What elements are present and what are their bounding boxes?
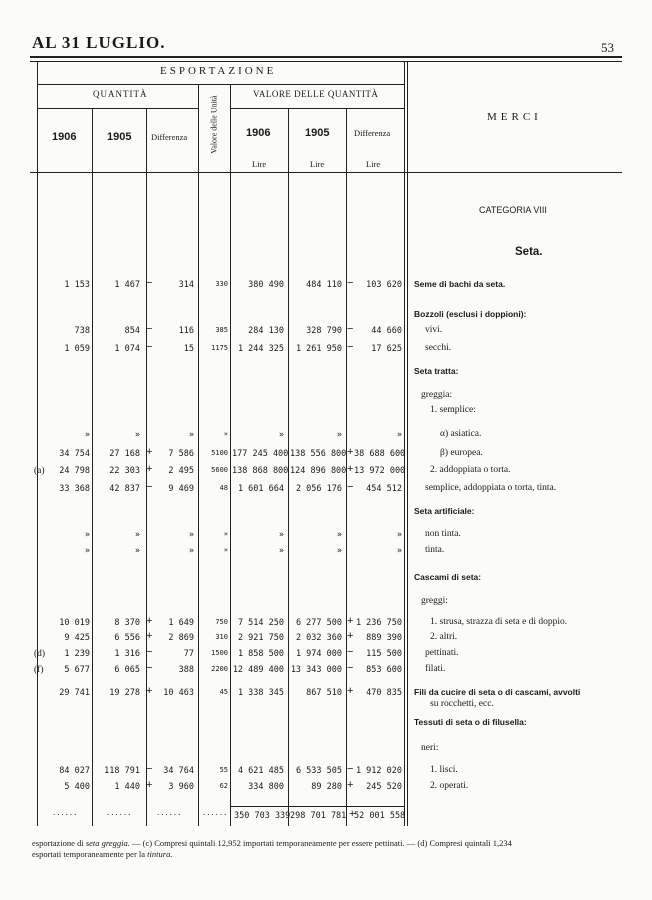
category-title: CATEGORIA VIII xyxy=(479,205,547,215)
rule-sub-2 xyxy=(230,108,404,109)
lire-label-diff: Lire xyxy=(366,159,381,169)
row-valore-unita: 1500 xyxy=(211,649,228,657)
row-q1906: 24 798 xyxy=(59,466,90,476)
rule-vu-right xyxy=(230,84,231,826)
row-vdiff: 115 500 xyxy=(366,649,402,659)
row-qdiff: 10 463 xyxy=(163,688,194,698)
row-qdiff: 3 960 xyxy=(168,782,194,792)
row-valore-unita: » xyxy=(223,546,228,554)
row-qdiff: 116 xyxy=(178,326,194,336)
row-valore-unita: 385 xyxy=(215,326,228,334)
row-valore-unita: 2200 xyxy=(211,665,228,673)
row-vdiff: 889 390 xyxy=(366,633,402,643)
row-v1906: 1 858 500 xyxy=(237,649,284,659)
row-v1905: 124 896 800 xyxy=(290,466,347,476)
footnote-1a: esportazione di xyxy=(32,838,86,848)
row-q1906: » xyxy=(84,530,90,540)
row-v1905: 1 974 000 xyxy=(295,649,342,659)
row-vdiff: 1 912 020 xyxy=(355,766,402,776)
row-v1905: 2 056 176 xyxy=(295,484,342,494)
row-valore-unita: 750 xyxy=(215,618,228,626)
row-q1906: 738 xyxy=(74,326,90,336)
row-v1906: » xyxy=(278,546,284,556)
footnote-1c: — (c) Compresi quintali 12,952 importati temporaneamente per essere pettinati. — (d) Compresi quintali 1,234 xyxy=(129,838,512,848)
row-v1905: 138 556 800 xyxy=(290,449,347,459)
row-q-sign: − xyxy=(146,646,153,658)
row-q1906: » xyxy=(84,546,90,556)
row-vdiff: 38 688 600 xyxy=(354,449,406,459)
row-q1906: » xyxy=(84,430,90,440)
row-qdiff: » xyxy=(188,430,194,440)
esportazione-header: ESPORTAZIONE xyxy=(160,65,277,77)
row-v-sign: − xyxy=(347,662,354,674)
row-v1906: » xyxy=(278,530,284,540)
totals-dots-vu: ...... xyxy=(202,809,228,817)
row-q1905: 42 837 xyxy=(109,484,140,494)
row-valore-unita: 45 xyxy=(219,688,228,696)
valore-unita-header: Valore delle Unità xyxy=(209,95,219,154)
footnote-1b: seta greggia. xyxy=(85,838,130,848)
rule-header-bottom xyxy=(30,172,622,173)
row-q1906: 33 368 xyxy=(59,484,90,494)
row-vdiff: 853 600 xyxy=(366,665,402,675)
row-merce: neri: xyxy=(421,743,439,753)
row-q-sign: − xyxy=(146,481,153,493)
row-valore-unita: 62 xyxy=(219,782,228,790)
totals-rule xyxy=(230,806,404,807)
row-merce: 2. addoppiata o torta. xyxy=(430,465,511,475)
row-qdiff: 77 xyxy=(183,649,194,659)
row-q-sign: + xyxy=(146,779,153,791)
row-v1906: 380 490 xyxy=(248,280,284,290)
row-v1906: 4 621 485 xyxy=(237,766,284,776)
footnote-line-2 xyxy=(32,849,172,859)
row-v1906: 1 338 345 xyxy=(237,688,284,698)
row-merce: Bozzoli (esclusi i doppioni): xyxy=(414,309,527,319)
row-note: (f) xyxy=(34,665,44,675)
row-merce: pettinati. xyxy=(425,648,459,658)
row-v-sign: + xyxy=(347,630,354,642)
row-q-sign: − xyxy=(146,341,153,353)
row-q1905: 6 556 xyxy=(114,633,140,643)
row-merce: Tessuti di seta o di filusella: xyxy=(414,717,527,727)
row-q1906: 1 239 xyxy=(64,649,90,659)
col-v1905-header: 1905 xyxy=(305,127,330,139)
row-q-sign: − xyxy=(146,277,153,289)
row-valore-unita: 1175 xyxy=(211,344,228,352)
top-rule-thin xyxy=(30,61,622,62)
row-v1906: 2 921 750 xyxy=(237,633,284,643)
row-qdiff: 2 869 xyxy=(168,633,194,643)
col-v1906-header: 1906 xyxy=(246,127,271,139)
merci-header: MERCI xyxy=(487,111,542,123)
row-q1906: 84 027 xyxy=(59,766,90,776)
lire-label-1905: Lire xyxy=(310,159,325,169)
row-v1906: 1 601 664 xyxy=(237,484,284,494)
footnote-2a: esportati temporaneamente per la xyxy=(32,849,148,859)
row-merce: 2. operati. xyxy=(430,781,469,791)
row-v1905: 13 343 000 xyxy=(290,665,342,675)
row-qdiff: 2 495 xyxy=(168,466,194,476)
row-q1905: 22 303 xyxy=(109,466,140,476)
row-v-sign: + xyxy=(347,779,354,791)
row-v1905: 6 277 500 xyxy=(295,618,342,628)
row-valore-unita: 330 xyxy=(215,280,228,288)
row-valore-unita: 310 xyxy=(215,633,228,641)
col-q1906-header: 1906 xyxy=(52,131,77,143)
row-vdiff: 103 620 xyxy=(366,280,402,290)
row-vdiff: 17 625 xyxy=(371,344,402,354)
row-q1906: 29 741 xyxy=(59,688,90,698)
row-qdiff: » xyxy=(188,546,194,556)
footnote-line-1 xyxy=(32,838,512,848)
row-q1906: 1 059 xyxy=(64,344,90,354)
row-merce: 2. altri. xyxy=(430,632,458,642)
row-v1905: 2 032 360 xyxy=(295,633,342,643)
top-rule xyxy=(30,56,622,58)
section-title: Seta. xyxy=(515,246,543,258)
row-vdiff: 470 835 xyxy=(366,688,402,698)
row-valore-unita: 5100 xyxy=(211,449,228,457)
quantita-header: QUANTITÀ xyxy=(93,89,148,99)
row-note: (d) xyxy=(34,649,46,659)
row-valore-unita: 55 xyxy=(219,766,228,774)
row-q1905: 8 370 xyxy=(114,618,140,628)
row-q1905: 27 168 xyxy=(109,449,140,459)
row-v1905: » xyxy=(336,530,342,540)
row-q-sign: − xyxy=(146,323,153,335)
row-q1905: 1 074 xyxy=(114,344,140,354)
row-qdiff: 388 xyxy=(178,665,194,675)
row-v1905: 6 533 505 xyxy=(295,766,342,776)
row-valore-unita: 48 xyxy=(219,484,228,492)
row-q1905: 118 791 xyxy=(104,766,140,776)
row-vdiff: 1 236 750 xyxy=(355,618,402,628)
row-qdiff: 7 586 xyxy=(168,449,194,459)
row-merce: greggi: xyxy=(421,596,448,606)
row-valore-unita: » xyxy=(223,430,228,438)
row-q1906: 5 677 xyxy=(64,665,90,675)
row-v1905: 328 790 xyxy=(306,326,342,336)
rule-v1906-right xyxy=(288,108,289,826)
rule-values-right xyxy=(404,61,405,826)
rule-qdiff-right xyxy=(198,84,199,826)
row-q1905: 1 440 xyxy=(114,782,140,792)
row-merce: Seta tratta: xyxy=(414,366,459,376)
col-qdiff-header: Differenza xyxy=(151,132,188,142)
row-merce: 1. strusa, strazza di seta e di doppio. xyxy=(430,617,568,627)
row-q-sign: − xyxy=(146,763,153,775)
row-merce-cont: su rocchetti, ecc. xyxy=(430,699,494,709)
row-merce: 1. lisci. xyxy=(430,765,458,775)
rule-sub xyxy=(37,108,198,109)
row-q1906: 5 400 xyxy=(64,782,90,792)
row-valore-unita: 5600 xyxy=(211,466,228,474)
row-q1905: » xyxy=(134,430,140,440)
row-q1905: 6 065 xyxy=(114,665,140,675)
page-number: 53 xyxy=(601,40,614,55)
totals-vdiff: 52 001 558 xyxy=(354,811,406,821)
rule-q1906-right xyxy=(92,108,93,826)
lire-label-1906: Lire xyxy=(252,159,267,169)
row-merce: secchi. xyxy=(425,343,452,353)
row-v1906: 7 514 250 xyxy=(237,618,284,628)
row-v-sign: + xyxy=(347,446,354,458)
row-merce: 1. semplice: xyxy=(430,405,476,415)
row-v-sign: − xyxy=(347,323,354,335)
col-vdiff-header: Differenza xyxy=(354,128,391,138)
row-merce: Cascami di seta: xyxy=(414,572,482,582)
row-merce: tinta. xyxy=(425,545,445,555)
valore-quantita-header: VALORE DELLE QUANTITÀ xyxy=(253,89,379,99)
row-v1906: 12 489 400 xyxy=(232,665,284,675)
row-v-sign: + xyxy=(347,615,354,627)
row-v1906: 1 244 325 xyxy=(237,344,284,354)
row-v1905: » xyxy=(336,546,342,556)
row-v-sign: − xyxy=(347,763,354,775)
row-q-sign: + xyxy=(146,615,153,627)
row-q1906: 10 019 xyxy=(59,618,90,628)
row-v1905: 867 510 xyxy=(306,688,342,698)
row-v-sign: − xyxy=(347,277,354,289)
row-q1905: 1 316 xyxy=(114,649,140,659)
row-v-sign: − xyxy=(347,341,354,353)
row-v1905: » xyxy=(336,430,342,440)
row-v1905: 89 280 xyxy=(311,782,342,792)
row-note: (a) xyxy=(34,466,45,476)
row-q-sign: + xyxy=(146,446,153,458)
row-valore-unita: » xyxy=(223,530,228,538)
row-v-sign: + xyxy=(347,463,354,475)
row-q1906: 34 754 xyxy=(59,449,90,459)
row-v-sign: − xyxy=(347,481,354,493)
row-q1905: 1 467 xyxy=(114,280,140,290)
row-q1905: » xyxy=(134,546,140,556)
row-merce: α) asiatica. xyxy=(440,429,482,439)
row-merce: non tinta. xyxy=(425,529,461,539)
row-v1906: 334 800 xyxy=(248,782,284,792)
row-vdiff: 454 512 xyxy=(366,484,402,494)
row-vdiff: » xyxy=(396,546,402,556)
row-merce: β) europea. xyxy=(440,448,483,458)
totals-sign: + xyxy=(349,808,356,820)
row-vdiff: 44 660 xyxy=(371,326,402,336)
row-merce: vivi. xyxy=(425,325,443,335)
row-qdiff: » xyxy=(188,530,194,540)
totals-dots-qdiff: ...... xyxy=(156,809,182,817)
row-q-sign: + xyxy=(146,630,153,642)
row-qdiff: 314 xyxy=(178,280,194,290)
row-v1906: 177 245 400 xyxy=(232,449,289,459)
row-vdiff: » xyxy=(396,530,402,540)
row-vdiff: 13 972 000 xyxy=(354,466,406,476)
col-q1905-header: 1905 xyxy=(107,131,132,143)
totals-v1905: 298 701 781 xyxy=(290,811,347,821)
row-q1906: 1 153 xyxy=(64,280,90,290)
row-v1906: » xyxy=(278,430,284,440)
row-q-sign: − xyxy=(146,662,153,674)
row-vdiff: » xyxy=(396,430,402,440)
row-merce: Fili da cucire di seta o di cascami, avvolti xyxy=(414,687,581,697)
rule-esport xyxy=(37,84,404,85)
totals-v1906: 350 703 339 xyxy=(234,811,291,821)
row-q1906: 9 425 xyxy=(64,633,90,643)
row-q-sign: + xyxy=(146,685,153,697)
row-q1905: 19 278 xyxy=(109,688,140,698)
row-vdiff: 245 520 xyxy=(366,782,402,792)
row-merce: filati. xyxy=(425,664,446,674)
row-v1906: 138 868 800 xyxy=(232,466,289,476)
totals-dots-q1906: ...... xyxy=(52,809,78,817)
row-qdiff: 34 764 xyxy=(163,766,194,776)
row-qdiff: 1 649 xyxy=(168,618,194,628)
row-v-sign: + xyxy=(347,685,354,697)
row-merce: greggia: xyxy=(421,390,453,400)
row-merce: semplice, addoppiata o torta, tinta. xyxy=(425,483,557,493)
rule-values-right-2 xyxy=(407,61,408,826)
row-v-sign: − xyxy=(347,646,354,658)
row-v1905: 484 110 xyxy=(306,280,342,290)
row-qdiff: 15 xyxy=(183,344,194,354)
footnote-2b: tintura. xyxy=(147,849,173,859)
date-heading: AL 31 LUGLIO. xyxy=(32,33,166,52)
row-q1905: 854 xyxy=(124,326,140,336)
row-q-sign: + xyxy=(146,463,153,475)
row-q1905: » xyxy=(134,530,140,540)
row-merce: Seta artificiale: xyxy=(414,506,475,516)
row-qdiff: 9 469 xyxy=(168,484,194,494)
row-v1905: 1 261 950 xyxy=(295,344,342,354)
row-merce: Seme di bachi da seta. xyxy=(414,279,506,289)
row-v1906: 284 130 xyxy=(248,326,284,336)
totals-dots-q1905: ...... xyxy=(106,809,132,817)
rule-left xyxy=(37,61,38,826)
